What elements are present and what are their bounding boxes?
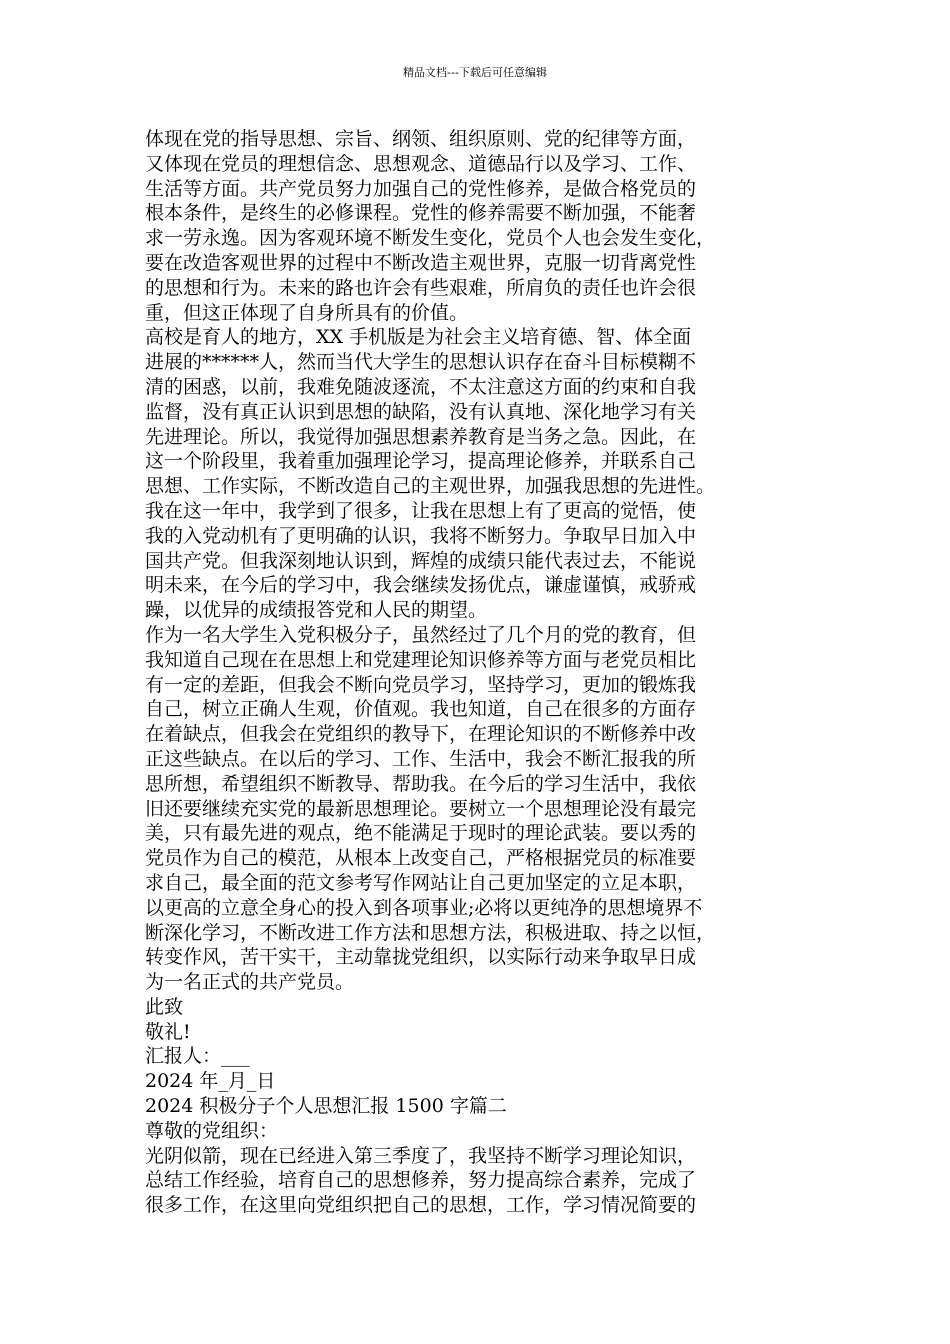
document-body [145, 127, 825, 1218]
text-line: 汇报人：___ [145, 1045, 250, 1068]
text-line: 思所想，希望组织不断教导、帮助我。在今后的学习生活中，我依 [145, 772, 697, 795]
text-line: 党员作为自己的模范，从根本上改变自己，严格根据党员的标准要 [145, 847, 697, 870]
text-line: 在着缺点，但我会在党组织的教导下，在理论知识的不断修养中改 [145, 723, 697, 746]
text-line: 的思想和行为。未来的路也许会有些艰难，所肩负的责任也许会很 [145, 276, 697, 299]
text-line: 我在这一年中，我学到了很多，让我在思想上有了更高的觉悟，使 [145, 499, 697, 522]
text-line: 为一名正式的共产党员。 [145, 971, 355, 994]
text-line: 总结工作经验，培育自己的思想修养，努力提高综合素养，完成了 [145, 1169, 697, 1192]
text-line: 体现在党的指导思想、宗旨、纲领、组织原则、党的纪律等方面， [145, 128, 697, 150]
text-line: 此致 [145, 995, 184, 1018]
text-line: 敬礼! [145, 1020, 191, 1043]
text-line: 根本条件，是终生的必修课程。党性的修养需要不断加强，不能奢 [145, 202, 697, 225]
text-line: 作为一名大学生入党积极分子，虽然经过了几个月的党的教育，但 [145, 623, 697, 646]
text-line: 自己，树立正确人生观，价值观。我也知道，自己在很多的方面存 [145, 698, 697, 721]
text-line: 转变作风，苦干实干，主动靠拢党组织，以实际行动来争取早日成 [145, 946, 697, 969]
text-line: 要在改造客观世界的过程中不断改造主观世界，克服一切背离党性 [145, 251, 697, 274]
text-line: 高校是育人的地方，XX 手机版是为社会主义培育德、智、体全面 [145, 326, 692, 349]
text-line: 有一定的差距，但我会不断向党员学习，坚持学习，更加的锻炼我 [145, 673, 697, 696]
text-line: 重，但这正体现了自身所具有的价值。 [145, 301, 469, 324]
text-line: 旧还要继续充实党的最新思想理论。要树立一个思想理论没有最完 [145, 797, 697, 820]
text-line: 正这些缺点。在以后的学习、工作、生活中，我会不断汇报我的所 [145, 747, 697, 770]
text-line: 先进理论。所以，我觉得加强思想素养教育是当务之急。因此，在 [145, 425, 697, 448]
text-line: 我知道自己现在在思想上和党建理论知识修养等方面与老党员相比 [145, 648, 697, 671]
text-line: 求一劳永逸。因为客观环境不断发生变化，党员个人也会发生变化， [145, 227, 716, 250]
text-line: 光阴似箭，现在已经进入第三季度了，我坚持不断学习理论知识， [145, 1144, 697, 1167]
text-line: 思想、工作实际，不断改造自己的主观世界，加强我思想的先进性。 [145, 475, 716, 498]
text-line: 美，只有最先进的观点，绝不能满足于现时的理论武装。要以秀的 [145, 822, 697, 845]
text-line: 生活等方面。共产党员努力加强自己的党性修养，是做合格党员的 [145, 177, 697, 200]
text-line: 明未来，在今后的学习中，我会继续发扬优点，谦虚谨慎，戒骄戒 [145, 574, 697, 597]
page-header: 精品文档---下载后可任意编辑 [403, 66, 547, 79]
text-line: 尊敬的党组织： [145, 1119, 279, 1142]
text-line: 清的困惑，以前，我难免随波逐流，不太注意这方面的约束和自我 [145, 375, 697, 398]
text-line: 断深化学习，不断改进工作方法和思想方法，积极进取、持之以恒， [145, 921, 716, 944]
text-line: 以更高的立意全身心的投入到各项事业;必将以更纯净的思想境界不 [145, 896, 703, 919]
text-line: 这一个阶段里，我着重加强理论学习，提高理论修养，并联系自己 [145, 450, 697, 473]
text-line: 进展的******人，然而当代大学生的思想认识存在奋斗目标模糊不 [145, 351, 697, 374]
text-line: 求自己，最全面的范文参考写作网站让自己更加坚定的立足本职， [145, 871, 697, 894]
text-line: 很多工作，在这里向党组织把自己的思想，工作，学习情况简要的 [145, 1194, 697, 1217]
text-line: 2024 年_月_日 [145, 1070, 276, 1093]
text-line: 监督，没有真正认识到思想的缺陷，没有认真地、深化地学习有关 [145, 400, 697, 423]
text-line: 2024 积极分子个人思想汇报 1500 字篇二 [145, 1095, 507, 1118]
text-line: 躁，以优异的成绩报答党和人民的期望。 [145, 599, 488, 622]
text-line: 我的入党动机有了更明确的认识，我将不断努力。争取早日加入中 [145, 524, 697, 547]
text-line: 国共产党。但我深刻地认识到，辉煌的成绩只能代表过去，不能说 [145, 549, 697, 572]
text-line: 又体现在党员的理想信念、思想观念、道德品行以及学习、工作、 [145, 152, 697, 175]
